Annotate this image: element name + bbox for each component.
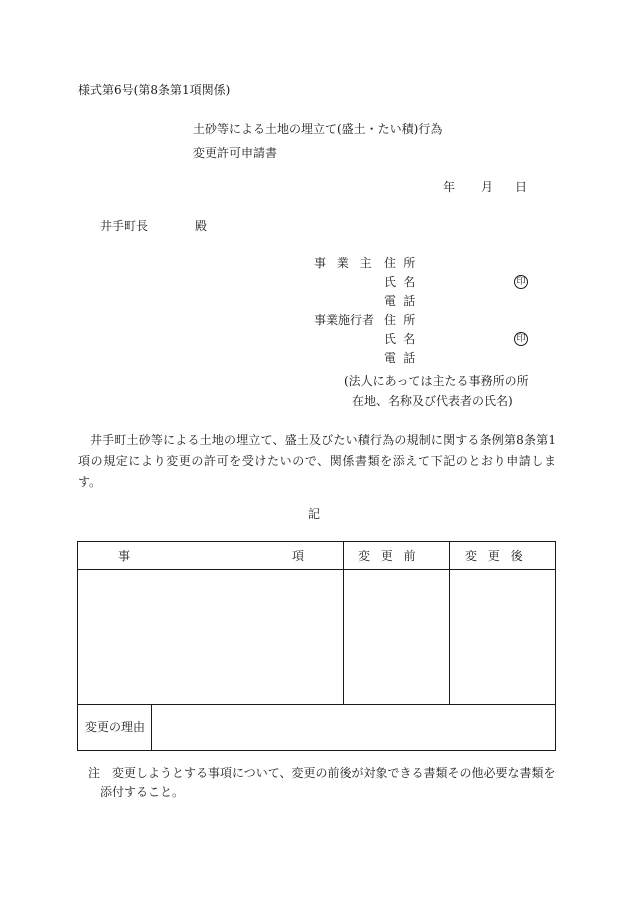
document-title-line1: 土砂等による土地の埋立て(盛土・たい積)行為 <box>193 122 443 136</box>
table-divider <box>343 542 344 704</box>
ki-heading: 記 <box>308 507 321 521</box>
date-day-label: 日 <box>515 180 528 194</box>
seal-mark: 印 <box>514 332 528 346</box>
business-owner-address-label: 住所 <box>384 256 423 270</box>
form-number: 様式第6号(第8条第1項関係) <box>78 83 231 97</box>
header-after: 変更後 <box>465 549 534 563</box>
table-row-divider <box>78 704 555 705</box>
seal-mark: 印 <box>514 275 528 289</box>
date-month-label: 月 <box>481 180 494 194</box>
executor-name-label: 氏名 <box>384 332 423 346</box>
reason-label: 変更の理由 <box>85 720 146 734</box>
executor-address-label: 住所 <box>384 313 423 327</box>
honorific: 殿 <box>195 219 208 233</box>
note-line2: 添付すること。 <box>100 785 185 799</box>
table-divider <box>151 704 152 750</box>
application-body-text: 井手町土砂等による土地の埋立て、盛土及びたい積行為の規制に関する条例第8条第1項の規定により変更の許可を受けたいので、関係書類を添えて下記のとおり申請します。 <box>78 433 556 489</box>
corporate-note-line1: (法人にあっては主たる事務所の所 <box>344 374 529 388</box>
header-item-right: 項 <box>292 549 305 563</box>
change-details-table <box>77 541 556 751</box>
note-line1: 注 変更しようとする事項について、変更の前後が対象できる書類その他必要な書類を <box>88 766 556 780</box>
date-year-label: 年 <box>443 180 456 194</box>
corporate-note-line2: 在地、名称及び代表者の氏名) <box>352 394 513 408</box>
table-divider <box>449 542 450 704</box>
executor-label: 事業施行者 <box>314 313 375 327</box>
header-item-left: 事 <box>118 549 131 563</box>
executor-phone-label: 電話 <box>384 351 423 365</box>
business-owner-label: 事業主 <box>314 256 383 270</box>
document-title-line2: 変更許可申請書 <box>193 146 278 160</box>
header-before: 変更前 <box>358 549 427 563</box>
business-owner-phone-label: 電話 <box>384 294 423 308</box>
table-header-divider <box>78 569 555 570</box>
business-owner-name-label: 氏名 <box>384 275 423 289</box>
addressee: 井手町長 <box>100 219 149 233</box>
